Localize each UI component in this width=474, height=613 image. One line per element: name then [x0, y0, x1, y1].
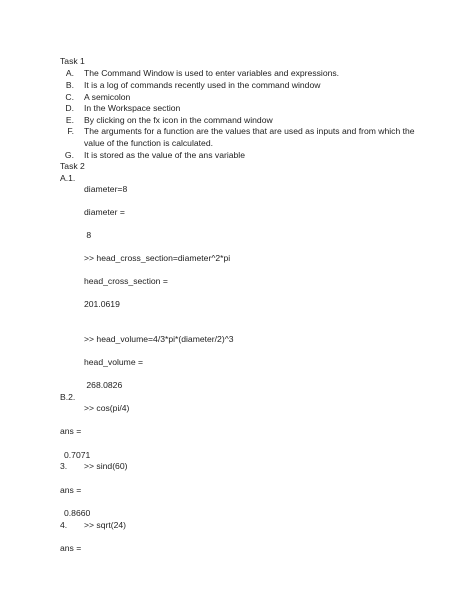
code-line-volume-value: 268.0826: [84, 380, 123, 390]
task1-item-a-text: The Command Window is used to enter variables and expressions.: [84, 68, 340, 78]
ans-label-2: ans =: [60, 485, 82, 495]
code-line-cross-section-value: 201.0619: [84, 299, 120, 309]
task2-a1-label: A.1.: [60, 173, 76, 183]
code-line-volume-label: head_volume =: [84, 357, 144, 367]
task1-item-f-text-cont: value of the function is calculated.: [84, 138, 213, 148]
code-line-volume-cmd: >> head_volume=4/3*pi*(diameter/2)^3: [84, 334, 234, 344]
task1-item-b-marker: B.: [65, 80, 74, 90]
task2-item3-label: 3.: [60, 461, 68, 471]
task1-heading: Task 1: [60, 56, 85, 66]
task1-item-c-text: A semicolon: [84, 92, 131, 102]
code-line-diameter-label: diameter =: [84, 207, 125, 217]
code-line-cos-cmd: >> cos(pi/4): [84, 403, 130, 413]
code-line-cross-section-label: head_cross_section =: [84, 276, 168, 286]
task1-item-e-marker: E.: [65, 115, 74, 125]
task1-item-g-marker: G.: [64, 150, 74, 160]
ans-value-1: 0.7071: [64, 450, 91, 460]
task1-item-b-text: It is a log of commands recently used in the command window: [84, 80, 321, 90]
task1-item-g-text: It is stored as the value of the ans variable: [84, 150, 245, 160]
ans-label-1: ans =: [60, 426, 82, 436]
task1-item-f-text: The arguments for a function are the values that are used as inputs and from which the: [84, 126, 415, 136]
task2-b2-label: B.2.: [60, 392, 76, 402]
code-line-sqrt-cmd: >> sqrt(24): [84, 520, 127, 530]
task1-item-d-marker: D.: [65, 103, 74, 113]
task1-item-a-marker: A.: [65, 68, 74, 78]
ans-label-3: ans =: [60, 543, 82, 553]
code-line-sind-cmd: >> sind(60): [84, 461, 128, 471]
ans-value-2: 0.8660: [64, 508, 91, 518]
task2-item4-label: 4.: [60, 520, 68, 530]
task1-item-c-marker: C.: [65, 92, 74, 102]
code-line-diameter-value: 8: [84, 230, 92, 240]
task2-heading: Task 2: [60, 161, 85, 171]
code-line-cross-section-cmd: >> head_cross_section=diameter^2*pi: [84, 253, 231, 263]
task1-item-e-text: By clicking on the fx icon in the command window: [84, 115, 273, 125]
task1-item-d-text: In the Workspace section: [84, 103, 181, 113]
task1-item-f-marker: F.: [67, 126, 74, 136]
code-line-diameter-cmd: diameter=8: [84, 184, 128, 194]
